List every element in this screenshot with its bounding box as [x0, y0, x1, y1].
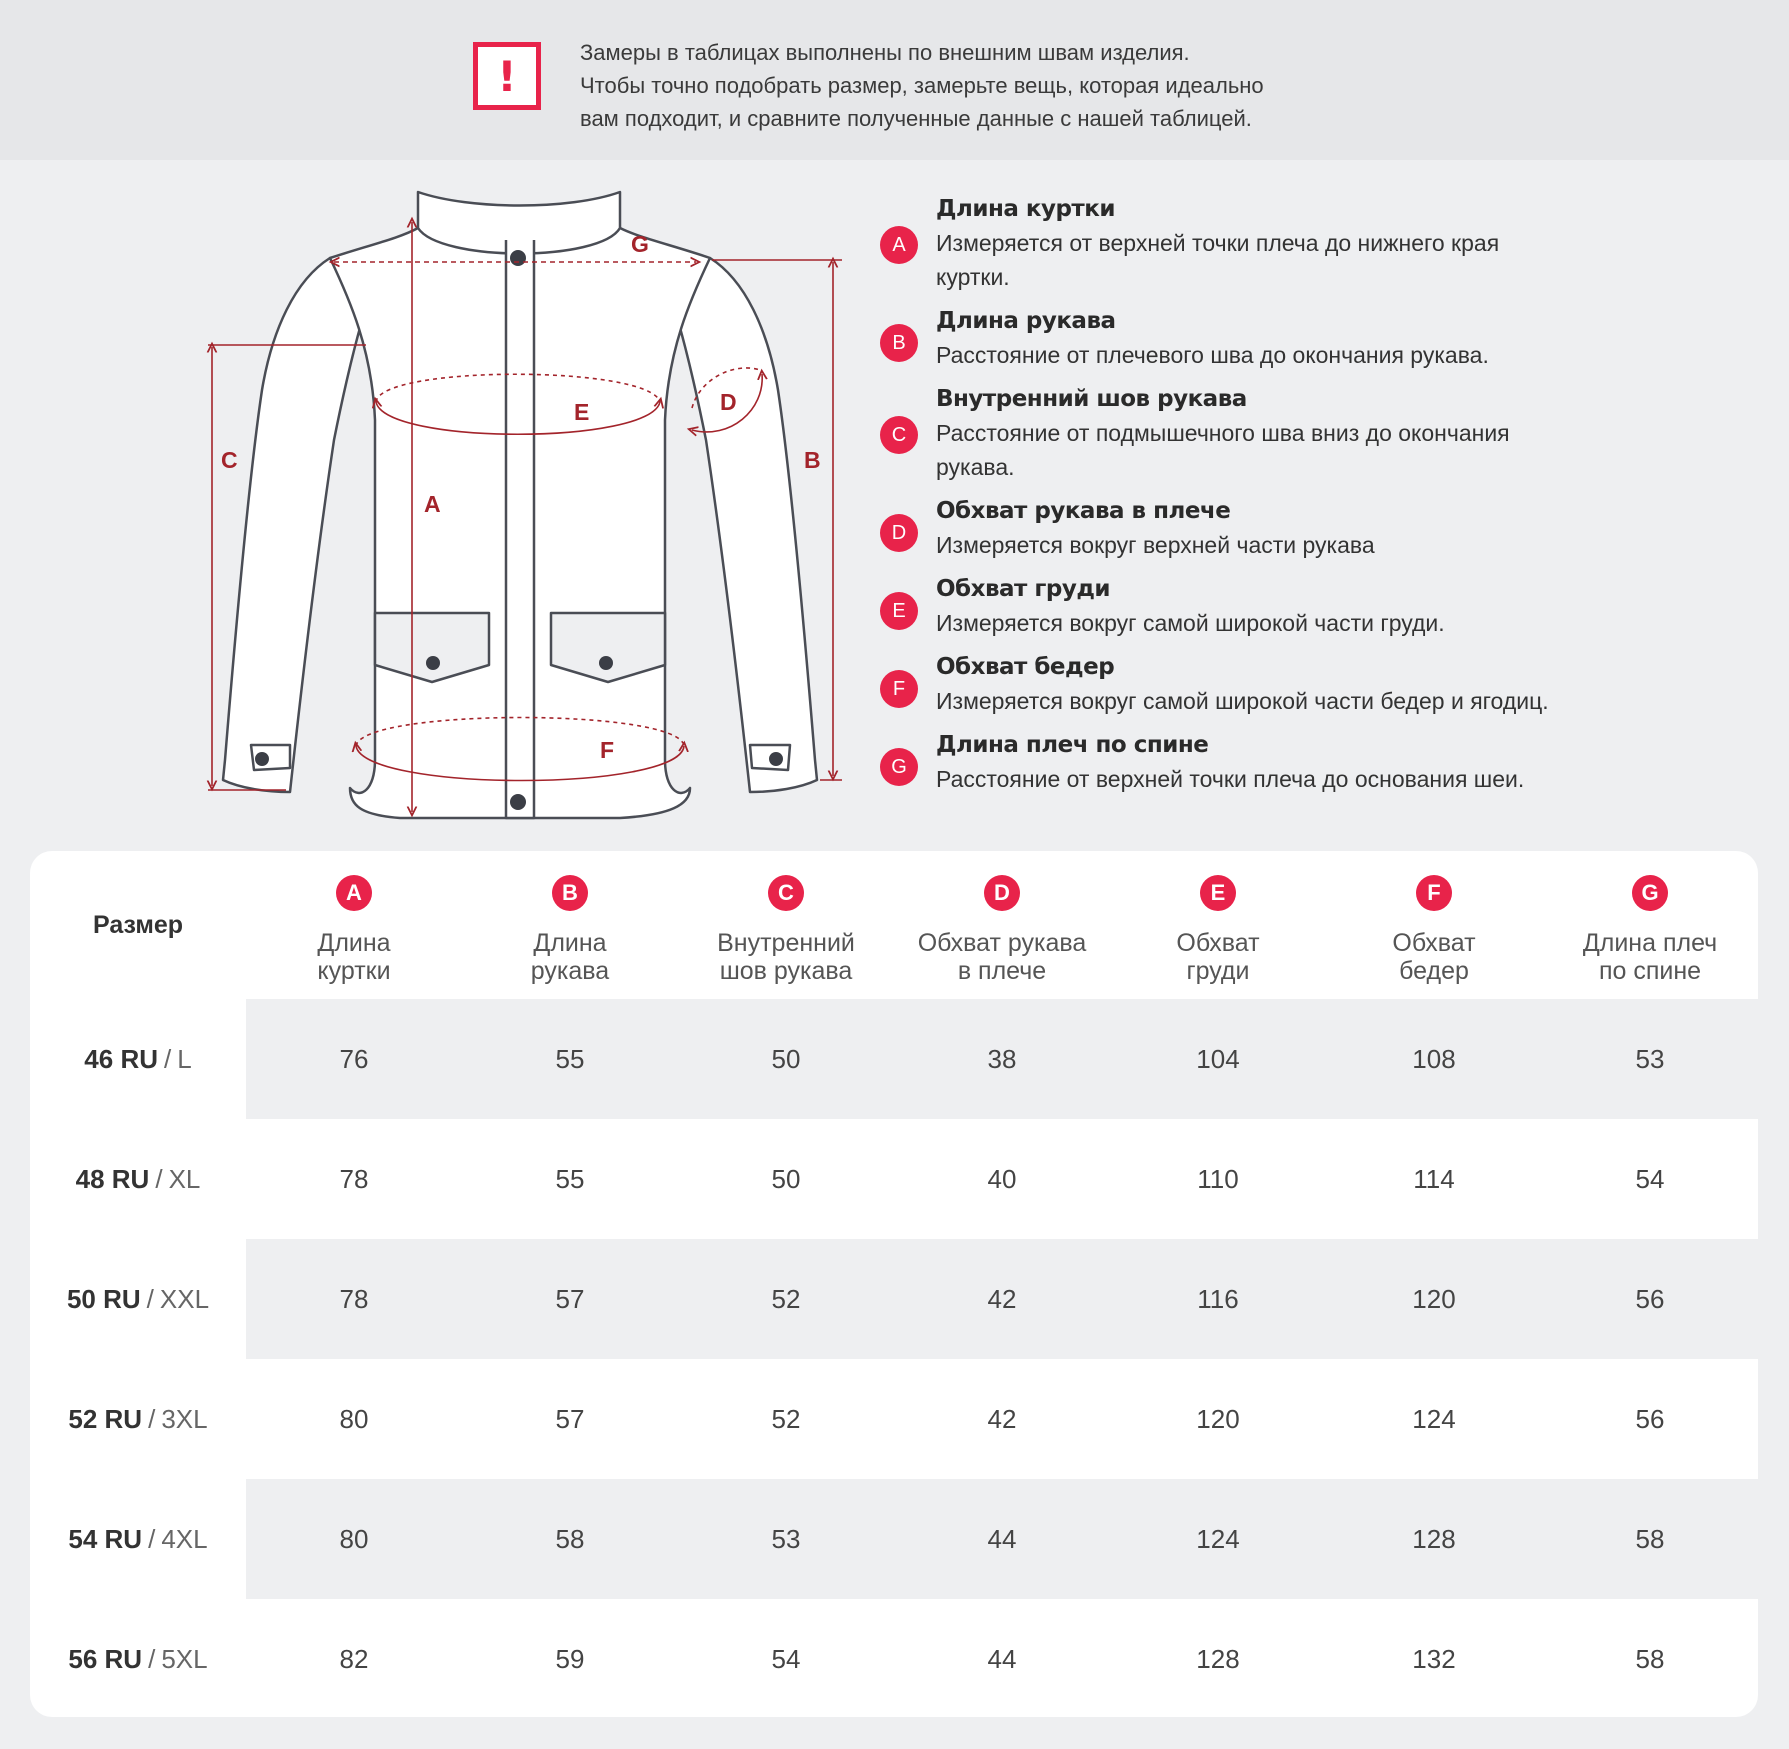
measurement-legend — [880, 192, 1740, 806]
table-row — [30, 1119, 1758, 1239]
size-sep: / — [148, 1643, 156, 1674]
legend-desc: Расстояние от плечевого шва до окончания рукава. — [936, 342, 1489, 368]
cell-c: 54 — [771, 1643, 801, 1674]
size-ru: 50 RU — [66, 1283, 141, 1314]
badge-g: G — [1632, 875, 1668, 911]
cell-b: 58 — [555, 1523, 585, 1554]
size-sep: / — [148, 1403, 156, 1434]
size-label — [30, 1239, 246, 1359]
cell-e: 124 — [1196, 1523, 1240, 1554]
cell-a: 78 — [339, 1163, 369, 1194]
cell-a: 80 — [339, 1403, 369, 1434]
size-label — [30, 1359, 246, 1479]
cell-f: 114 — [1413, 1163, 1455, 1194]
legend-desc: Измеряется вокруг верхней части рукава — [936, 532, 1375, 558]
cell-f: 120 — [1412, 1283, 1456, 1314]
badge-a: A — [880, 226, 918, 264]
size-intl: 4XL — [161, 1523, 208, 1554]
legend-title: Обхват рукава в плече — [936, 498, 1231, 524]
cell-d: 38 — [987, 1043, 1017, 1074]
legend-item-b — [880, 304, 1740, 382]
column-label: шов рукава — [719, 957, 853, 985]
badge-f: F — [880, 670, 918, 708]
cell-a: 82 — [339, 1643, 369, 1674]
cell-d: 42 — [987, 1283, 1017, 1314]
cell-a: 76 — [339, 1043, 369, 1074]
legend-title: Длина рукава — [936, 308, 1116, 334]
notice-line: вам подходит, и сравните полученные данные с нашей таблицей. — [580, 106, 1252, 131]
cell-f: 124 — [1412, 1403, 1456, 1434]
badge-b: B — [880, 324, 918, 362]
cell-f: 128 — [1412, 1523, 1456, 1554]
cell-g: 58 — [1635, 1523, 1665, 1554]
badge-b: B — [552, 875, 588, 911]
legend-item-f — [880, 650, 1740, 728]
table-row — [30, 1599, 1758, 1717]
label-d: D — [720, 389, 737, 415]
legend-title: Внутренний шов рукава — [936, 386, 1247, 412]
badge-d: D — [984, 875, 1020, 911]
legend-title: Обхват груди — [936, 576, 1111, 602]
size-sep: / — [164, 1043, 172, 1074]
legend-title: Длина куртки — [936, 196, 1115, 222]
size-sep: / — [148, 1523, 156, 1554]
label-b: B — [804, 447, 821, 473]
legend-item-a — [880, 192, 1740, 304]
legend-item-g — [880, 728, 1740, 806]
column-label: бедер — [1399, 957, 1469, 985]
cell-c: 50 — [771, 1043, 801, 1074]
legend-desc: Расстояние от верхней точки плеча до основания шеи. — [936, 766, 1525, 792]
table-row — [30, 1359, 1758, 1479]
column-header-g — [1542, 851, 1758, 999]
badge-c: C — [880, 416, 918, 454]
size-label — [30, 1119, 246, 1239]
cell-e: 128 — [1196, 1643, 1240, 1674]
column-label: Внутренний — [717, 929, 855, 957]
cell-a: 80 — [339, 1523, 369, 1554]
size-intl: XXL — [159, 1283, 210, 1314]
cell-g: 58 — [1635, 1643, 1665, 1674]
column-header-b — [462, 851, 678, 999]
cell-c: 52 — [771, 1283, 801, 1314]
column-label: Обхват — [1392, 929, 1476, 957]
size-intl: 5XL — [161, 1643, 208, 1674]
badge-e: E — [880, 592, 918, 630]
column-label: Длина — [317, 929, 391, 957]
column-label: Длина плеч — [1582, 929, 1718, 957]
cell-e: 104 — [1196, 1043, 1240, 1074]
cell-b: 55 — [555, 1043, 585, 1074]
cell-d: 44 — [987, 1523, 1017, 1554]
size-ru: 46 RU — [84, 1043, 158, 1074]
cell-b: 57 — [555, 1283, 585, 1314]
size-intl: XL — [168, 1163, 201, 1194]
cell-f: 108 — [1412, 1043, 1456, 1074]
legend-desc: Измеряется от верхней точки плеча до нижнего края — [936, 230, 1500, 256]
cell-d: 44 — [987, 1643, 1017, 1674]
legend-desc: Расстояние от подмышечного шва вниз до окончания — [936, 420, 1510, 446]
badge-e: E — [1200, 875, 1236, 911]
cell-g: 53 — [1635, 1043, 1665, 1074]
column-label: по спине — [1598, 957, 1702, 985]
notice-line: Замеры в таблицах выполнены по внешним швам изделия. — [580, 40, 1190, 65]
size-intl: 3XL — [161, 1403, 208, 1434]
notice-line: Чтобы точно подобрать размер, замерьте вещь, которая идеально — [580, 73, 1264, 98]
cell-b: 59 — [555, 1643, 585, 1674]
column-header-e — [1110, 851, 1326, 999]
column-label: рукава — [530, 957, 610, 985]
cell-a: 78 — [339, 1283, 369, 1314]
badge-d: D — [880, 514, 918, 552]
legend-title: Обхват бедер — [936, 654, 1115, 680]
cell-e: 120 — [1196, 1403, 1240, 1434]
table-row — [30, 999, 1758, 1119]
label-e: E — [574, 399, 590, 425]
label-a: A — [424, 491, 441, 517]
cell-b: 57 — [555, 1403, 585, 1434]
legend-item-e — [880, 572, 1740, 650]
legend-item-c — [880, 382, 1740, 494]
legend-desc: Измеряется вокруг самой широкой части груди. — [936, 610, 1445, 636]
column-header-a — [246, 851, 462, 999]
cell-c: 52 — [771, 1403, 801, 1434]
cell-g: 56 — [1635, 1403, 1665, 1434]
size-ru: 52 RU — [68, 1403, 143, 1434]
cell-g: 54 — [1635, 1163, 1665, 1194]
badge-c: C — [768, 875, 804, 911]
legend-title: Длина плеч по спине — [936, 732, 1209, 758]
size-table — [30, 851, 1758, 1717]
label-c: C — [221, 447, 238, 473]
badge-a: A — [336, 875, 372, 911]
size-ru: 48 RU — [75, 1163, 150, 1194]
size-ru: 56 RU — [68, 1643, 143, 1674]
size-ru: 54 RU — [68, 1523, 143, 1554]
notice-text — [580, 36, 1380, 135]
cell-d: 42 — [987, 1403, 1017, 1434]
size-sep: / — [146, 1283, 154, 1314]
size-label — [30, 1479, 246, 1599]
cell-c: 53 — [771, 1523, 801, 1554]
cell-d: 40 — [987, 1163, 1017, 1194]
size-sep: / — [155, 1163, 163, 1194]
legend-desc: куртки. — [936, 264, 1010, 290]
column-label: в плече — [957, 957, 1047, 985]
badge-g: G — [880, 748, 918, 786]
size-label — [30, 1599, 246, 1717]
column-label: Длина — [533, 929, 607, 957]
table-row — [30, 1239, 1758, 1359]
label-f: F — [600, 737, 615, 763]
table-row — [30, 1479, 1758, 1599]
size-column-header: Размер — [92, 911, 184, 939]
cell-f: 132 — [1412, 1643, 1456, 1674]
column-header-c — [678, 851, 894, 999]
jacket-diagram — [200, 180, 880, 830]
legend-desc: рукава. — [936, 454, 1015, 480]
cell-c: 50 — [771, 1163, 801, 1194]
table-header — [30, 851, 1758, 999]
column-header-f — [1326, 851, 1542, 999]
size-label — [30, 999, 246, 1119]
legend-item-d — [880, 494, 1740, 572]
column-label: Обхват рукава — [917, 929, 1087, 957]
label-g: G — [631, 231, 649, 257]
cell-e: 116 — [1197, 1283, 1239, 1314]
size-intl: L — [177, 1043, 192, 1074]
cell-g: 56 — [1635, 1283, 1665, 1314]
cell-b: 55 — [555, 1163, 585, 1194]
badge-f: F — [1416, 875, 1452, 911]
column-label: куртки — [317, 957, 391, 985]
column-label: груди — [1186, 957, 1250, 985]
cell-e: 110 — [1197, 1163, 1239, 1194]
column-label: Обхват — [1176, 929, 1260, 957]
legend-desc: Измеряется вокруг самой широкой части бедер и ягодиц. — [936, 688, 1549, 714]
column-header-d — [894, 851, 1110, 999]
notice-banner — [0, 0, 1789, 160]
exclamation-icon: ! — [473, 42, 541, 110]
